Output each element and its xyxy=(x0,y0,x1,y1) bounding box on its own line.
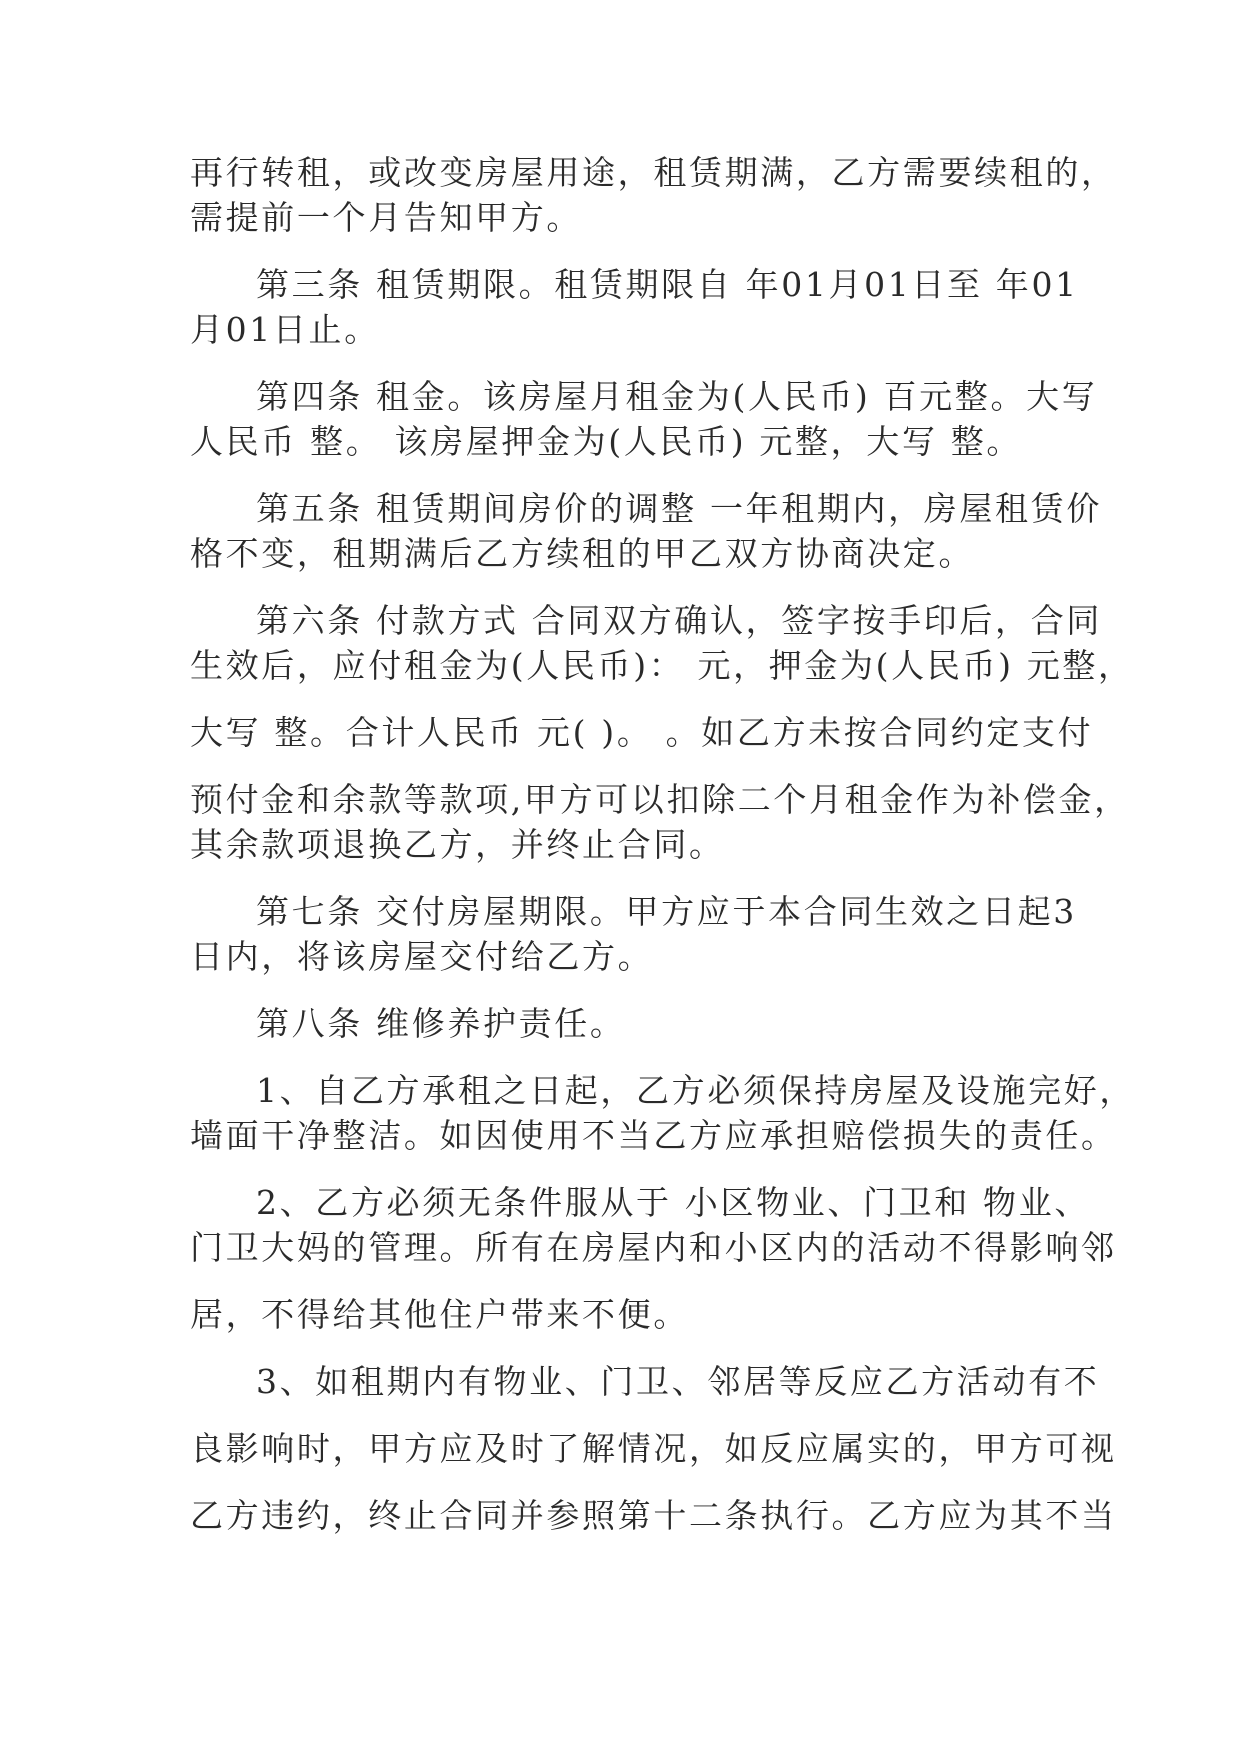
text-line: 第四条 租金。该房屋月租金为(人民币) 百元整。大写 xyxy=(256,377,1098,416)
text-line: 门卫大妈的管理。所有在房屋内和小区内的活动不得影响邻 xyxy=(190,1228,1117,1267)
contract-text xyxy=(190,150,1135,1538)
text-line: 居，不得给其他住户带来不便。 xyxy=(190,1295,689,1334)
text-line: 良影响时，甲方应及时了解情况，如反应属实的，甲方可视 xyxy=(190,1429,1117,1468)
text-line: 墙面干净整洁。如因使用不当乙方应承担赔偿损失的责任。 xyxy=(190,1116,1117,1155)
text-line: 2、乙方必须无条件服从于 小区物业、门卫和 物业、 xyxy=(256,1183,1090,1222)
text-line: 第八条 维修养护责任。 xyxy=(256,1004,626,1043)
text-line: 生效后，应付租金为(人民币)： 元，押金为(人民币) 元整， xyxy=(190,646,1134,685)
text-line: 人民币 整。 该房屋押金为(人民币) 元整，大写 整。 xyxy=(190,422,1022,461)
text-line: 格不变，租期满后乙方续租的甲乙双方协商决定。 xyxy=(190,534,975,573)
text-line: 第三条 租赁期限。租赁期限自 年01月01日至 年01 xyxy=(256,265,1079,304)
text-line: 再行转租，或改变房屋用途，租赁期满，乙方需要续租的， xyxy=(190,153,1117,192)
text-line: 第六条 付款方式 合同双方确认，签字按手印后，合同 xyxy=(256,601,1102,640)
text-line: 1、自乙方承租之日起，乙方必须保持房屋及设施完好， xyxy=(256,1071,1135,1110)
text-line: 日内，将该房屋交付给乙方。 xyxy=(190,937,654,976)
text-line: 预付金和余款等款项,甲方可以扣除二个月租金作为补偿金， xyxy=(190,780,1130,819)
text-line: 第七条 交付房屋期限。甲方应于本合同生效之日起3 xyxy=(256,892,1077,931)
text-line: 需提前一个月告知甲方。 xyxy=(190,198,583,237)
text-line: 第五条 租赁期间房价的调整 一年租期内，房屋租赁价 xyxy=(256,489,1102,528)
text-line: 乙方违约，终止合同并参照第十二条执行。乙方应为其不当 xyxy=(190,1496,1117,1535)
text-line: 其余款项退换乙方，并终止合同。 xyxy=(190,825,725,864)
text-line: 大写 整。合计人民币 元( )。 。如乙方未按合同约定支付 xyxy=(190,713,1094,752)
text-line: 月01日止。 xyxy=(190,310,380,349)
text-line: 3、如租期内有物业、门卫、邻居等反应乙方活动有不 xyxy=(256,1362,1100,1401)
